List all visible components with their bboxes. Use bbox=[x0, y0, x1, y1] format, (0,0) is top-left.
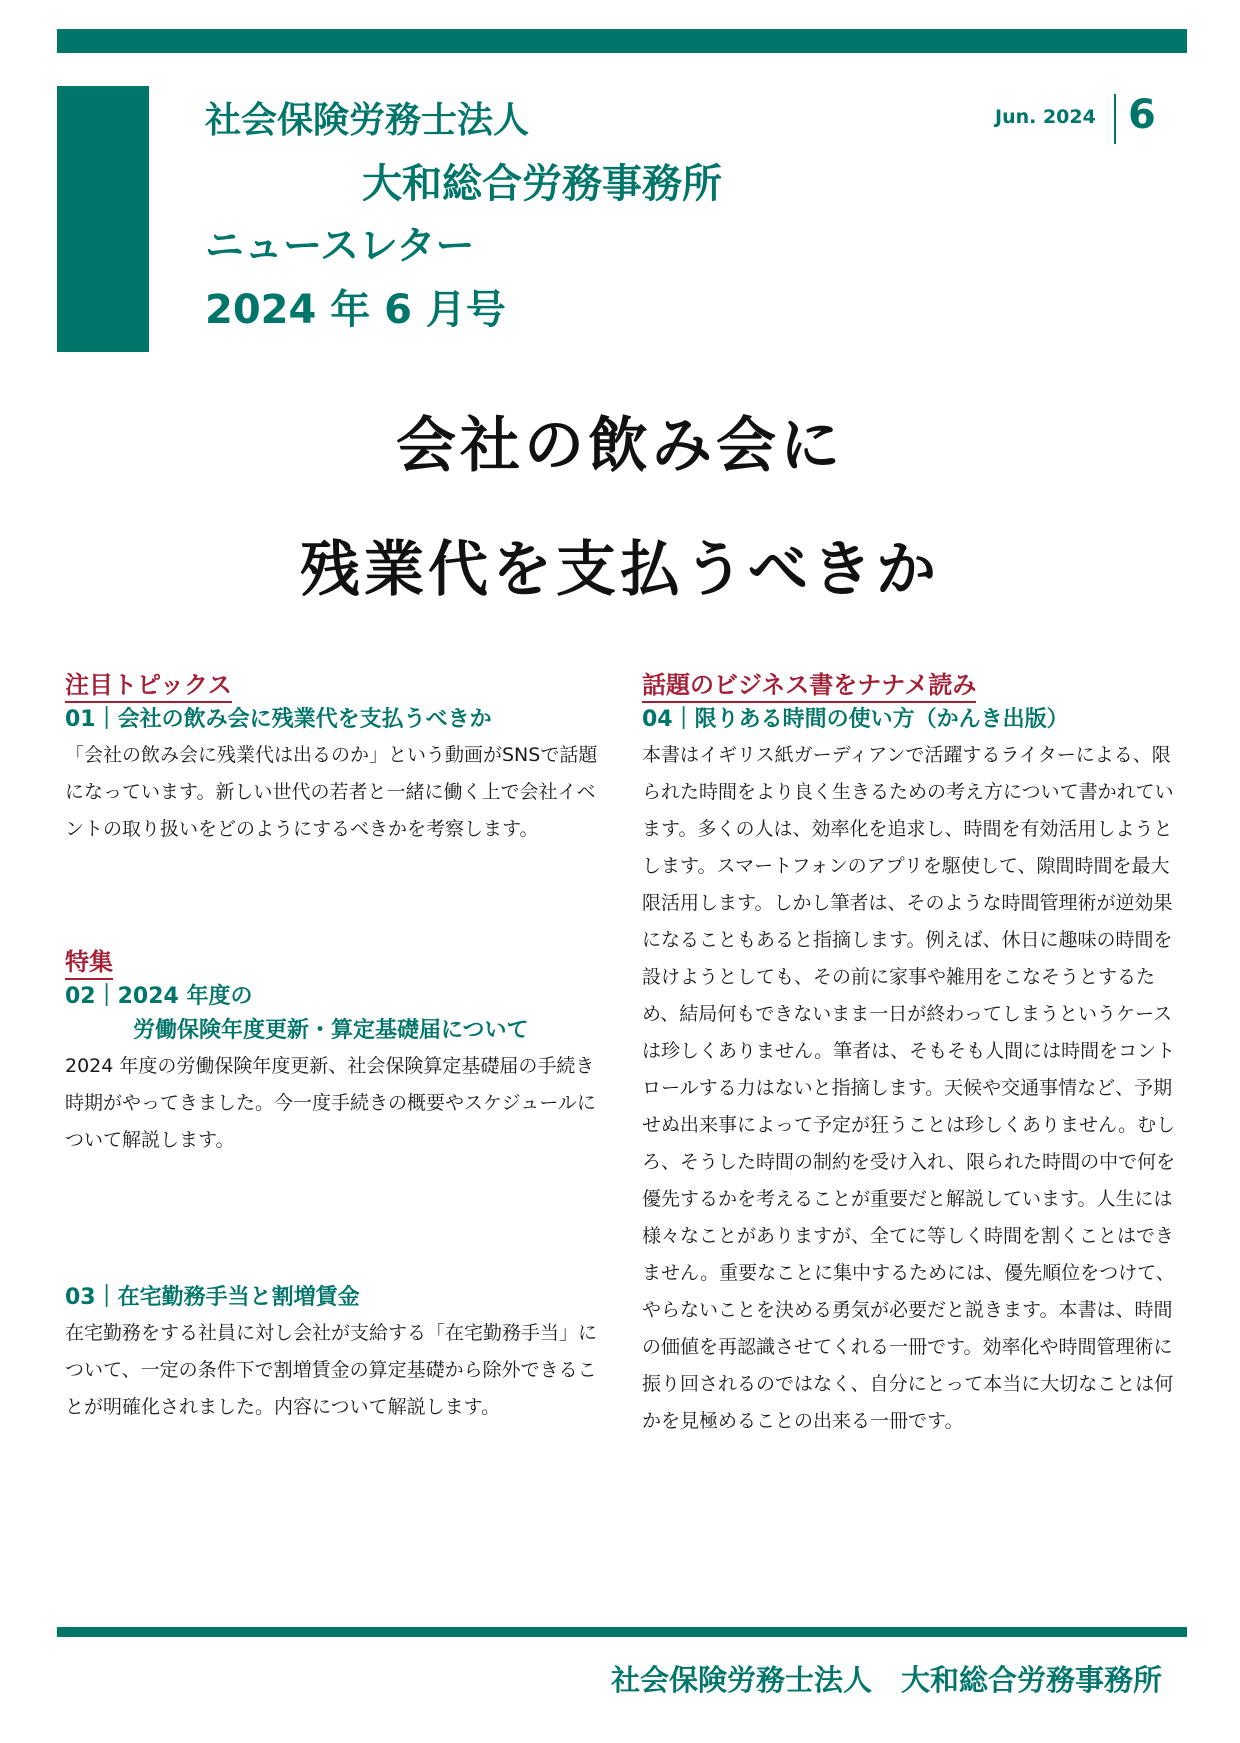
issue-month: 2024 年 6 月号 bbox=[205, 287, 506, 333]
main-title-line1: 会社の飲み会に bbox=[396, 411, 844, 481]
bottom-rule bbox=[57, 1627, 1187, 1637]
topic-02-title: 02｜2024 年度の bbox=[65, 984, 253, 1009]
footer-firm-name: 社会保険労務士法人 大和総合労務事務所 bbox=[610, 1663, 1162, 1697]
section-head-topics: 注目トピックス bbox=[65, 665, 232, 703]
section-head-feature: 特集 bbox=[65, 942, 113, 980]
topic-03-title: 03｜在宅勤務手当と割増賃金 bbox=[65, 1285, 360, 1310]
issue-separator bbox=[1114, 94, 1116, 144]
firm-name: 大和総合労務事務所 bbox=[362, 161, 722, 207]
newsletter-label: ニュースレター bbox=[205, 224, 475, 269]
topic-01-title: 01｜会社の飲み会に残業代を支払うべきか bbox=[65, 707, 492, 732]
topic-04-body: 本書はイギリス紙ガーディアンで活躍するライターによる、限られた時間をより良く生きるための考え方について書かれています。多くの人は、効率化を追求し、時間を有効活用しようとします。スマートフォンのアプリを駆使して、隙間時間を最大限活用します。しかし筆者は、そのような時間管理術が逆効果になることもあると指摘します。例えば、休日に趣味の時間を設けようとしても、その前に家事や雑用をこなそうとするため、結局何もできないまま一日が終わってしまうというケースは珍しくありません。筆者は、そもそも人間には時間をコントロールする力はないと指摘します。天候や交通事情など、予期せぬ出来事によって予定が狂うことは珍しくありません。むしろ、そうした時間の制約を受け入れ、限られた時間の中で何を優先するかを考えることが重要だと解説しています。人生には様々なことがありますが、全てに等しく時間を割くことはできません。重要なことに集中するためには、優先順位をつけて、やらないことを決める勇気が必要だと説きます。本書は、時間の価値を再認識させてくれる一冊です。効率化や時間管理術に振り回されるのではなく、自分にとって本当に大切なことは何かを見極めることの出来る一冊です。 bbox=[642, 744, 1176, 1432]
top-rule bbox=[57, 29, 1187, 53]
issue-number: 6 bbox=[1128, 92, 1156, 138]
right-column bbox=[642, 665, 1187, 1440]
topic-03-body: 在宅勤務をする社員に対し会社が支給する「在宅勤務手当」について、一定の条件下で割増賃金の算定基礎から除外できることが明確化されました。内容について解説します。 bbox=[65, 1322, 598, 1418]
header-side-block bbox=[57, 86, 149, 352]
topic-02-body: 2024 年度の労働保険年度更新、社会保険算定基礎届の手続き時期がやってきました。今一度手続きの概要やスケジュールについて解説します。 bbox=[65, 1055, 596, 1151]
topic-01-body: 「会社の飲み会に残業代は出るのか」という動画がSNSで話題になっています。新しい世代の若者と一緒に働く上で会社イベントの取り扱いをどのようにするべきかを考察します。 bbox=[65, 744, 598, 840]
issue-date: Jun. 2024 bbox=[995, 106, 1096, 128]
topic-02-title-cont: 労働保険年度更新・算定基礎届について bbox=[133, 1018, 529, 1043]
main-title-line2: 残業代を支払うべきか bbox=[300, 535, 940, 605]
left-column bbox=[65, 665, 605, 1426]
firm-type: 社会保険労務士法人 bbox=[205, 100, 530, 141]
section-head-book: 話題のビジネス書をナナメ読み bbox=[642, 665, 976, 703]
topic-04-title: 04｜限りある時間の使い方（かんき出版） bbox=[642, 707, 1069, 732]
